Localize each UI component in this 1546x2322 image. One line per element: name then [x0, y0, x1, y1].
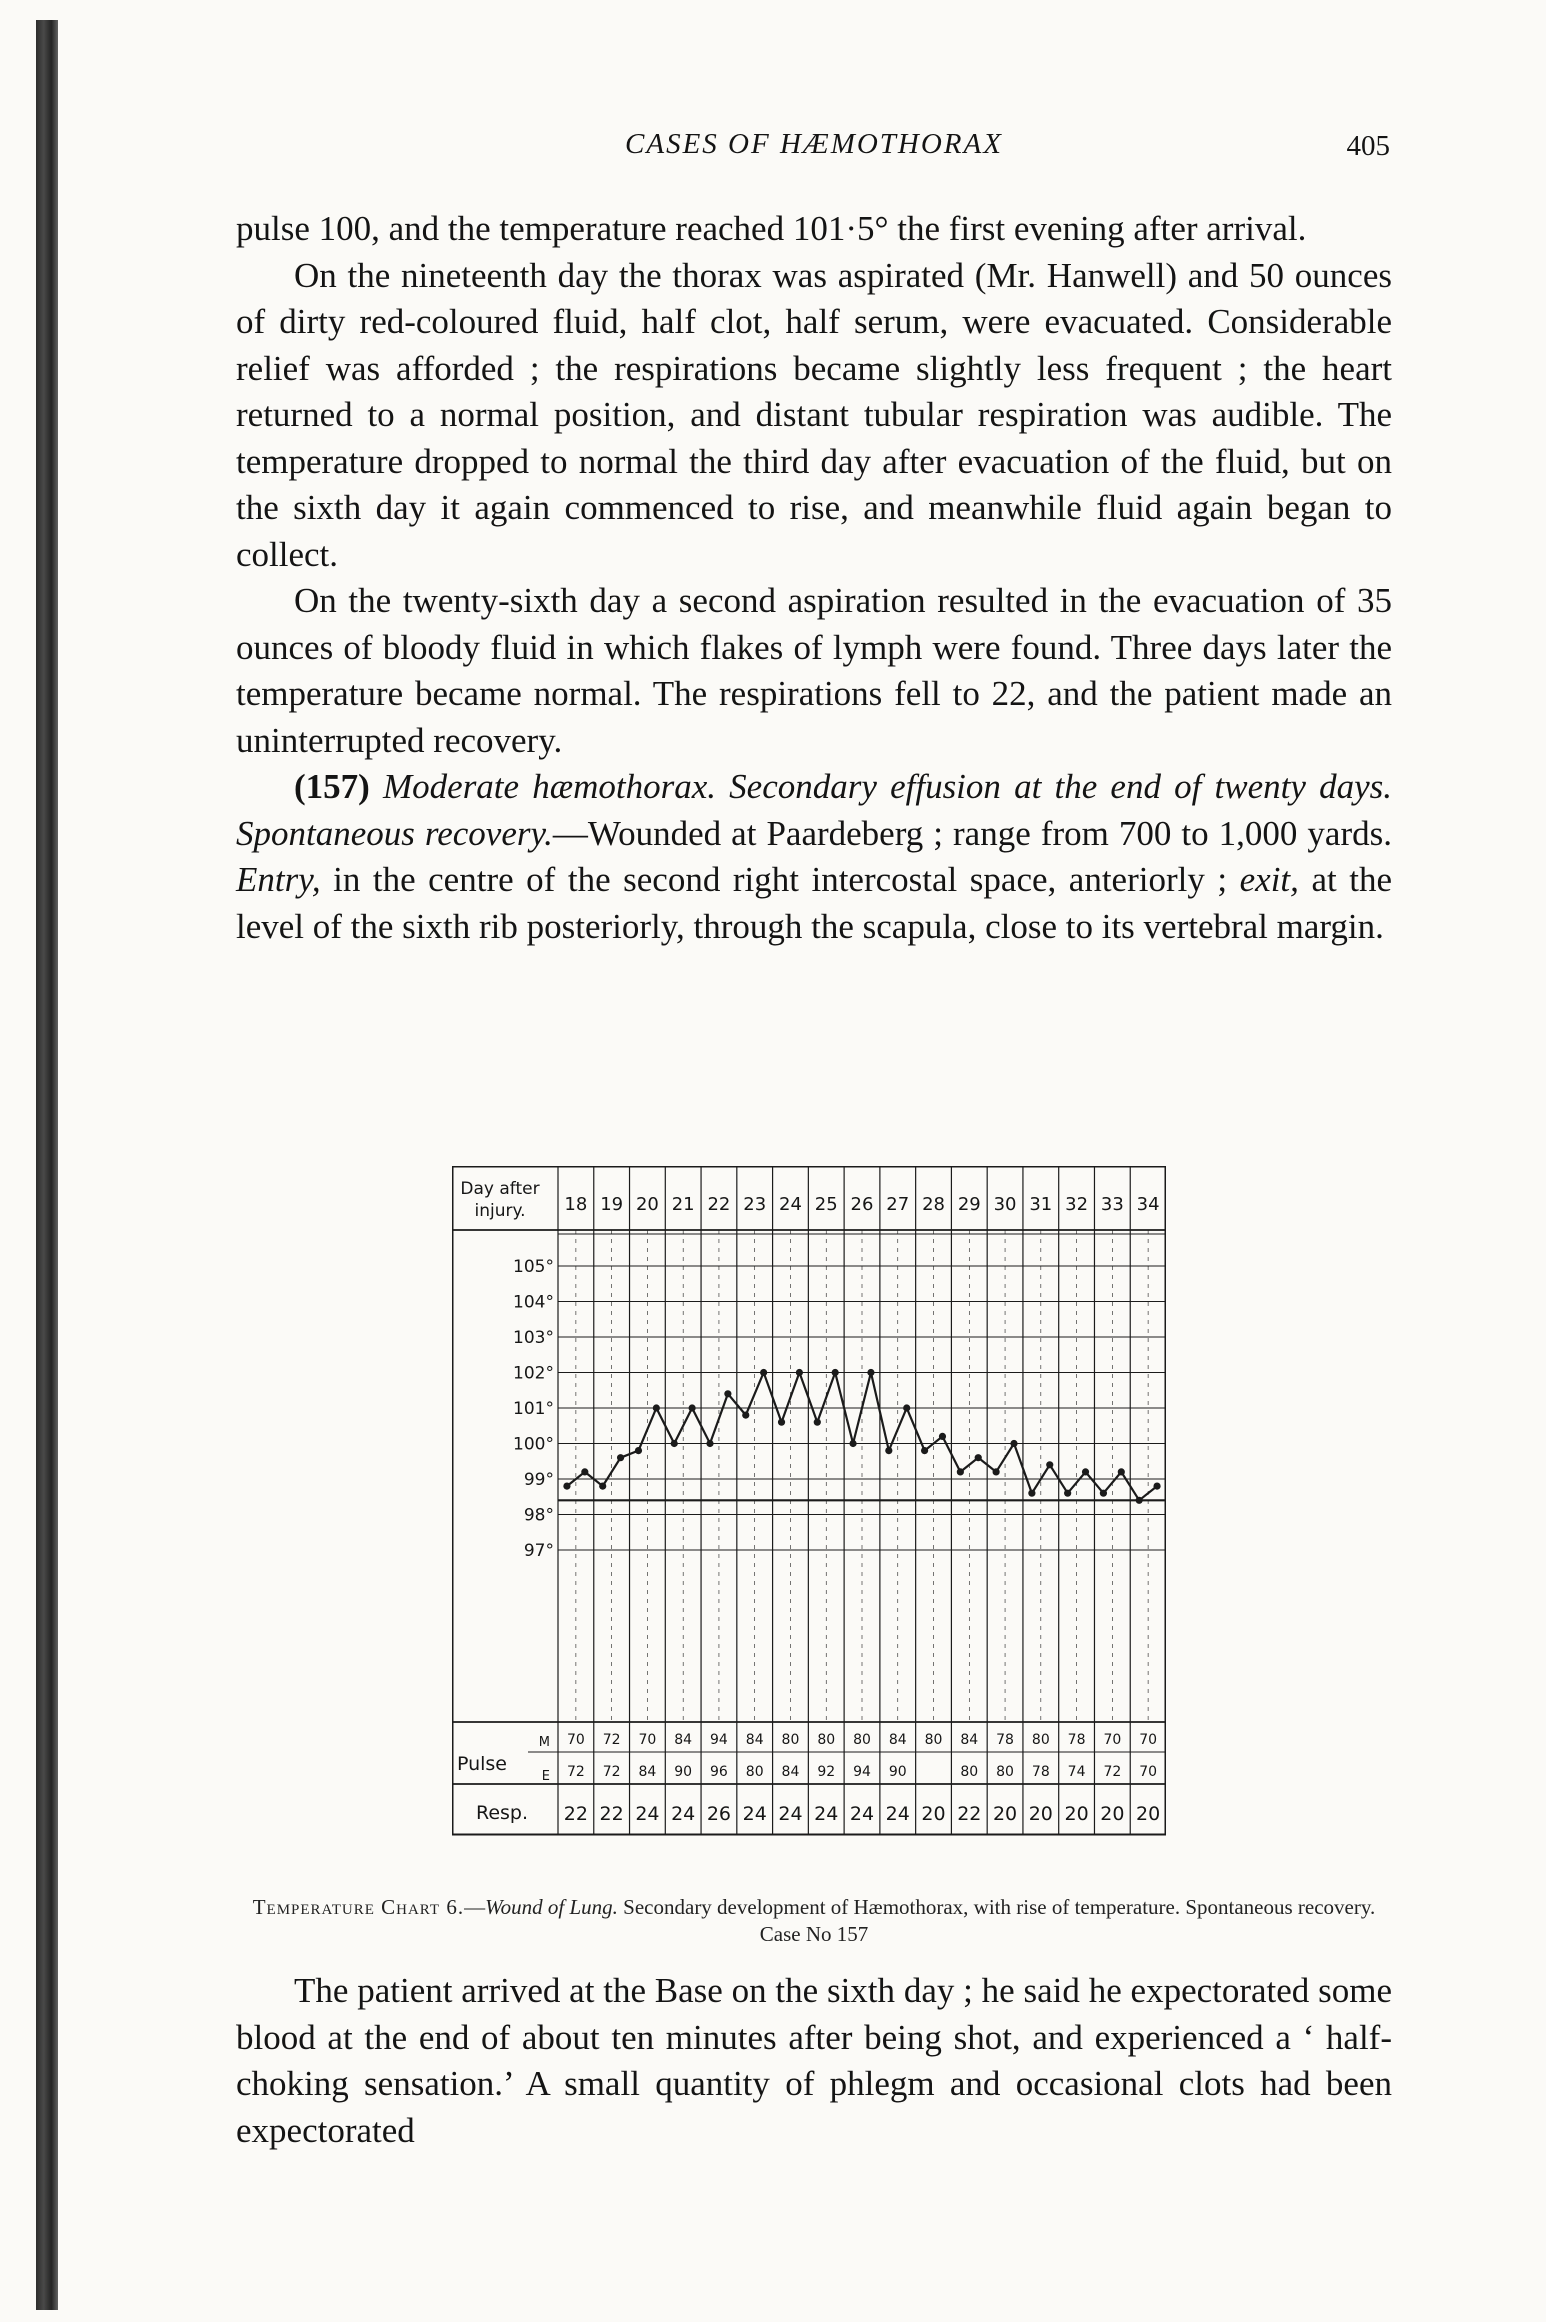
pulse-morning-value: 80	[924, 1732, 943, 1748]
pulse-m-label: M	[538, 1735, 550, 1750]
resp-label: Resp.	[475, 1802, 529, 1824]
day-tick-label: 26	[850, 1194, 874, 1215]
pulse-evening-value: 90	[888, 1764, 907, 1780]
pulse-morning-value: 84	[888, 1732, 907, 1748]
day-tick-label: 24	[779, 1194, 802, 1215]
respiration-value: 24	[742, 1803, 767, 1825]
x-axis-label-line2: injury.	[474, 1201, 526, 1221]
temperature-point	[617, 1454, 624, 1461]
case-number: (157)	[294, 767, 370, 806]
temperature-point	[1046, 1461, 1053, 1468]
temperature-point	[903, 1404, 910, 1411]
pulse-evening-value: 84	[781, 1764, 800, 1780]
temperature-point	[1100, 1490, 1107, 1497]
day-tick-label: 19	[600, 1194, 624, 1215]
respiration-value: 20	[1064, 1803, 1089, 1825]
day-tick-label: 21	[671, 1194, 695, 1215]
day-tick-label: 28	[922, 1194, 945, 1215]
temperature-point	[993, 1468, 1000, 1475]
pulse-evening-value: 80	[996, 1764, 1014, 1780]
y-tick-label: 101°	[513, 1399, 554, 1419]
respiration-value: 22	[599, 1803, 624, 1825]
respiration-value: 24	[885, 1803, 910, 1825]
body-text-bottom	[236, 1968, 1392, 2154]
y-tick-label: 105°	[513, 1257, 554, 1277]
respiration-value: 22	[563, 1803, 588, 1825]
temperature-point	[1136, 1497, 1143, 1504]
figure-caption	[236, 1894, 1392, 1948]
temperature-point	[814, 1419, 821, 1426]
caption-italic: Wound of Lung.	[485, 1895, 618, 1919]
y-tick-label: 100°	[513, 1434, 554, 1455]
pulse-morning-value: 78	[1067, 1732, 1086, 1748]
temperature-point	[563, 1483, 570, 1490]
temperature-point	[689, 1404, 696, 1411]
temperature-series-line	[567, 1373, 1157, 1501]
temperature-point	[599, 1483, 606, 1490]
temperature-point	[742, 1412, 749, 1419]
day-tick-label: 27	[886, 1194, 910, 1215]
pulse-morning-value: 72	[602, 1732, 621, 1748]
temperature-point	[724, 1390, 731, 1397]
temperature-point	[1082, 1468, 1089, 1475]
day-tick-label: 22	[707, 1194, 731, 1215]
temperature-point	[1064, 1490, 1071, 1497]
day-tick-label: 18	[564, 1194, 588, 1215]
pulse-evening-value: 94	[853, 1764, 871, 1780]
y-tick-label: 98°	[523, 1505, 554, 1526]
temperature-point	[671, 1440, 678, 1447]
temperature-point	[975, 1454, 982, 1461]
pulse-evening-value: 80	[745, 1764, 764, 1780]
pulse-evening-value: 84	[638, 1764, 657, 1780]
temperature-point	[832, 1369, 839, 1376]
pulse-evening-value: 72	[602, 1764, 621, 1780]
exit-label: exit,	[1239, 860, 1299, 899]
pulse-morning-value: 84	[960, 1732, 979, 1748]
page-number: 405	[1346, 130, 1390, 162]
day-tick-label: 31	[1029, 1194, 1053, 1215]
respiration-value: 24	[814, 1803, 839, 1825]
pulse-evening-value: 72	[1103, 1764, 1122, 1780]
pulse-evening-value: 70	[1139, 1764, 1158, 1780]
temperature-point	[581, 1468, 588, 1475]
y-tick-label: 104°	[513, 1292, 554, 1313]
temperature-point	[760, 1369, 767, 1376]
respiration-value: 22	[957, 1803, 982, 1825]
pulse-morning-value: 84	[674, 1732, 693, 1748]
pulse-e-label: E	[541, 1769, 550, 1784]
paragraph-arrival: The patient arrived at the Base on the sixth day ; he said he expectorated some blood at the end of about ten minutes after being shot, and experienced a ‘ half-choking sensation.’ A small quantity of phlegm and occasional clots had been expectorated	[236, 1971, 1392, 2150]
pulse-morning-value: 70	[1103, 1732, 1122, 1748]
day-tick-label: 32	[1065, 1194, 1089, 1215]
temperature-point	[957, 1468, 964, 1475]
temperature-point	[885, 1447, 892, 1454]
caption-label: Temperature Chart 6.	[252, 1895, 465, 1919]
respiration-value: 20	[1136, 1803, 1161, 1825]
temperature-point	[796, 1369, 803, 1376]
pulse-evening-value: 96	[710, 1764, 728, 1780]
case-location: —Wounded at Paardeberg ; range from 700 to 1,000 yards.	[552, 813, 1392, 853]
entry-label: Entry,	[236, 860, 321, 899]
pulse-evening-value: 78	[1031, 1764, 1050, 1780]
pulse-morning-value: 70	[566, 1732, 585, 1748]
temperature-point	[1153, 1483, 1160, 1490]
respiration-value: 20	[992, 1803, 1018, 1825]
y-tick-label: 102°	[513, 1363, 554, 1384]
pulse-evening-value: 90	[674, 1764, 693, 1780]
temperature-point	[706, 1440, 713, 1447]
y-tick-label: 99°	[523, 1470, 554, 1490]
temperature-point	[921, 1447, 928, 1454]
caption-rest: Secondary development of Hæmothorax, with rise of temperature. Spontaneous recovery. Case No 157	[623, 1895, 1376, 1946]
day-tick-label: 30	[993, 1194, 1017, 1215]
entry-text: in the centre of the second right intercostal space, anteriorly ;	[333, 860, 1228, 899]
day-tick-label: 20	[635, 1194, 659, 1215]
temperature-point	[1010, 1440, 1017, 1447]
respiration-value: 26	[706, 1803, 732, 1825]
temperature-point	[778, 1419, 785, 1426]
day-tick-label: 34	[1136, 1194, 1160, 1215]
respiration-value: 20	[1100, 1803, 1125, 1825]
pulse-morning-value: 78	[996, 1732, 1014, 1748]
respiration-value: 24	[778, 1803, 803, 1825]
paragraph-second-aspiration: On the twenty-sixth day a second aspiration resulted in the evacuation of 35 ounces of bloody fluid in which flakes of lymph were found. Three days later the temperature became normal. The respirations fell to 22, and the patient made an uninterrupted recovery.	[236, 581, 1392, 760]
temperature-point	[867, 1369, 874, 1376]
temperature-point	[653, 1404, 660, 1411]
pulse-morning-value: 84	[745, 1732, 764, 1748]
temperature-point	[1118, 1468, 1125, 1475]
day-tick-label: 25	[814, 1194, 838, 1215]
pulse-morning-value: 94	[710, 1732, 728, 1748]
pulse-label: Pulse	[456, 1753, 508, 1775]
respiration-value: 20	[1028, 1803, 1053, 1825]
pulse-morning-value: 70	[1139, 1732, 1158, 1748]
respiration-value: 24	[849, 1803, 875, 1825]
temperature-chart	[452, 1166, 1166, 1872]
pulse-evening-value: 92	[817, 1764, 836, 1780]
pulse-evening-value: 72	[566, 1764, 585, 1780]
running-title: CASES OF HÆMOTHORAX	[625, 128, 1003, 160]
temperature-point	[635, 1447, 642, 1454]
respiration-value: 24	[671, 1803, 696, 1825]
day-tick-label: 33	[1100, 1194, 1124, 1215]
caption-dash: —	[464, 1895, 486, 1919]
temperature-point	[1028, 1490, 1035, 1497]
pulse-morning-value: 80	[817, 1732, 836, 1748]
exit-text: at the level of the sixth rib posteriorly, through the scapula, close to its vertebral margin.	[236, 860, 1392, 946]
paragraph-aspiration: On the nineteenth day the thorax was aspirated (Mr. Hanwell) and 50 ounces of dirty red-coloured fluid, half clot, half serum, were evacuated. Considerable relief was afforded ; the respirations became slightly less frequent ; the heart returned to a normal position, and distant tubular respiration was audible. The temperature dropped to normal the third day after evacuation of the fluid, but on the sixth day it again commenced to rise, and meanwhile fluid again began to collect.	[236, 255, 1392, 574]
chart-grid	[452, 1166, 1166, 1835]
y-tick-label: 97°	[523, 1541, 554, 1561]
case-title: Moderate hæmothorax. Secondary effusion at the end of twenty days. Spontaneous recovery.	[236, 767, 1392, 853]
pulse-evening-value: 74	[1067, 1764, 1086, 1780]
pulse-morning-value: 80	[781, 1732, 800, 1748]
respiration-value: 24	[635, 1803, 660, 1825]
pulse-evening-value: 80	[960, 1764, 979, 1780]
x-axis-label-line1: Day after	[460, 1179, 540, 1199]
temperature-point	[939, 1433, 946, 1440]
case-157-paragraph	[236, 764, 1392, 950]
body-text-top	[236, 206, 1392, 950]
y-tick-label: 103°	[513, 1328, 554, 1348]
day-tick-label: 29	[957, 1194, 981, 1215]
pulse-morning-value: 70	[638, 1732, 657, 1748]
temperature-point	[849, 1440, 856, 1447]
pulse-morning-value: 80	[1031, 1732, 1050, 1748]
paragraph-continuation: pulse 100, and the temperature reached 101·5° the first evening after arrival.	[236, 209, 1307, 248]
temperature-chart-svg	[452, 1166, 1166, 1872]
page-header	[238, 128, 1390, 178]
day-tick-label: 23	[743, 1194, 767, 1215]
pulse-morning-value: 80	[853, 1732, 871, 1748]
book-binding-edge	[36, 20, 58, 2310]
respiration-value: 20	[921, 1803, 946, 1825]
